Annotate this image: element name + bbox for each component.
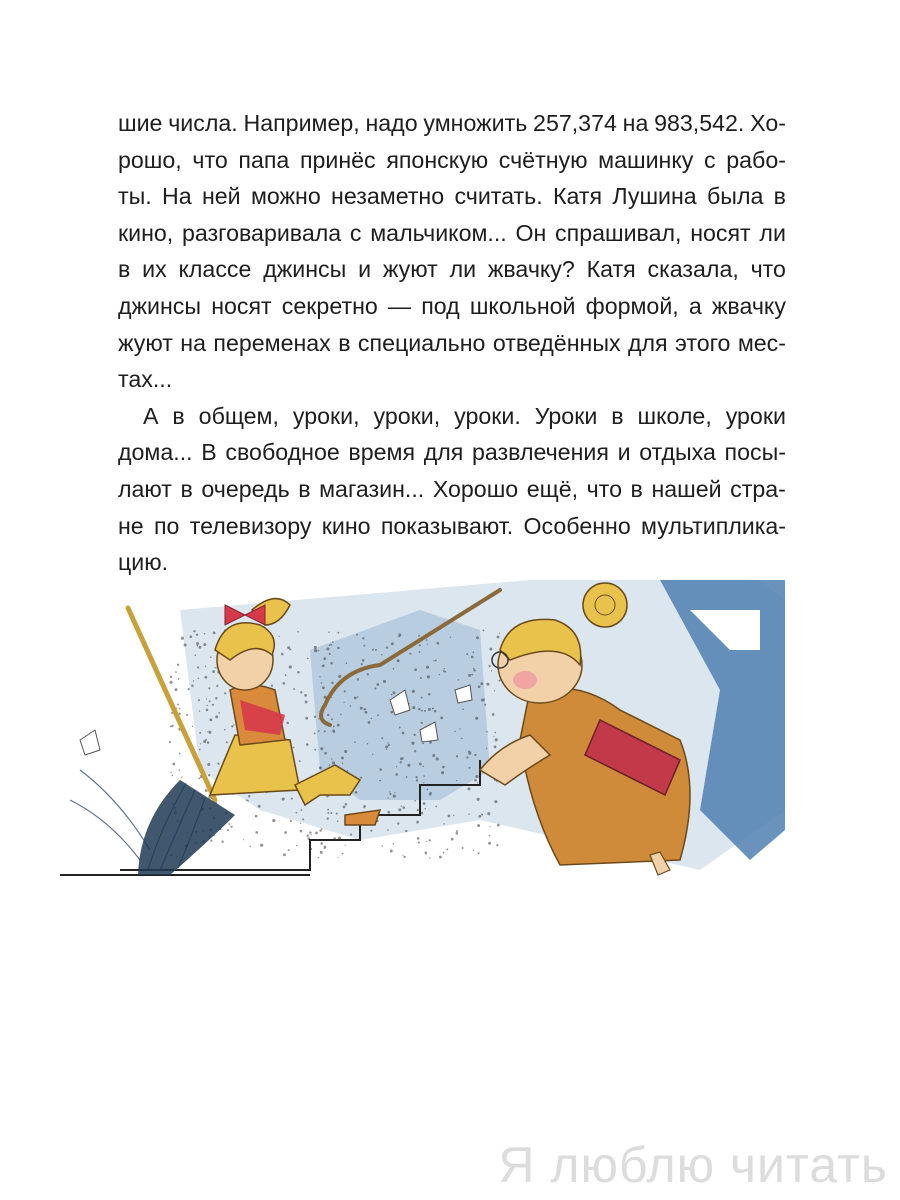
word: в <box>118 256 131 283</box>
word: японскую <box>386 146 489 173</box>
text-line <box>118 508 786 545</box>
word: 257,374 <box>533 110 617 136</box>
word: Катя <box>586 256 636 283</box>
text-line <box>118 325 786 362</box>
text-line <box>118 434 786 471</box>
word: Он <box>515 219 547 246</box>
word: На <box>162 183 192 210</box>
word: что <box>192 146 228 173</box>
text-line <box>118 215 786 252</box>
word: на <box>622 110 649 136</box>
word: их <box>142 256 167 283</box>
word: время <box>348 439 416 466</box>
word: считать. <box>454 183 543 210</box>
word: магазин... <box>319 475 425 502</box>
word: А <box>143 402 159 429</box>
word: телевизору <box>189 512 312 539</box>
word: Уроки <box>534 402 598 429</box>
word: кино <box>321 512 371 539</box>
word: на <box>180 329 206 356</box>
word: В <box>201 439 217 466</box>
word: специально <box>357 329 486 356</box>
text-line <box>118 471 786 508</box>
word: в <box>180 475 193 502</box>
word: числа. <box>168 110 238 136</box>
word: по <box>154 512 180 539</box>
word: умножить <box>423 110 528 136</box>
word: стра- <box>730 475 786 502</box>
text-line <box>118 105 786 142</box>
word: в <box>773 183 786 210</box>
word: а <box>688 292 702 319</box>
text-line <box>118 361 786 398</box>
word: с <box>349 219 362 246</box>
word: была <box>707 183 764 210</box>
word: что <box>750 256 786 283</box>
word: ней <box>201 183 241 210</box>
word: цию. <box>118 549 169 576</box>
word: не <box>118 512 144 539</box>
word: под <box>421 292 460 319</box>
word: посы- <box>724 439 786 466</box>
word: в <box>172 402 185 429</box>
word: жвачку <box>711 292 786 319</box>
word: в <box>338 329 351 356</box>
word: с <box>704 146 716 173</box>
word: счётную <box>498 146 588 173</box>
word: рабо- <box>726 146 786 173</box>
paragraph-1 <box>118 105 786 398</box>
word: развлечения <box>472 439 609 466</box>
word: для <box>627 329 668 356</box>
word: в <box>611 402 624 429</box>
illustration <box>60 570 795 895</box>
word: мультиплика- <box>641 512 786 539</box>
word: жвачку? <box>487 256 575 283</box>
text-line <box>118 142 786 179</box>
word: общем, <box>198 402 279 429</box>
word: жуют <box>382 256 438 283</box>
word: Лушина <box>612 183 697 210</box>
word: принёс <box>299 146 376 173</box>
word: уроки <box>725 402 786 429</box>
word: спрашивал, <box>555 219 682 246</box>
word: сказала, <box>647 256 739 283</box>
word: в <box>630 475 643 502</box>
word: Хо- <box>750 110 786 136</box>
word: ли <box>449 256 477 283</box>
word: 983,542. <box>654 110 745 136</box>
word: мес- <box>737 329 786 356</box>
word: Например, <box>243 110 360 136</box>
word: Хорошо <box>432 475 519 502</box>
word: носят <box>690 219 751 246</box>
word: ты. <box>118 183 152 210</box>
text-line <box>118 251 786 288</box>
word: — <box>387 292 412 319</box>
word: Катя <box>553 183 603 210</box>
text-line <box>118 398 786 435</box>
word: секретно <box>281 292 378 319</box>
paragraph-2 <box>118 398 786 581</box>
word: нашей <box>651 475 722 502</box>
word: отведённых <box>492 329 621 356</box>
word: мальчиком... <box>370 219 507 246</box>
word: этого <box>675 329 731 356</box>
word: жуют <box>118 329 173 356</box>
word: школьной <box>469 292 576 319</box>
word: носят <box>211 292 272 319</box>
word: очередь <box>201 475 290 502</box>
word: уроки, <box>373 402 441 429</box>
body-text <box>118 105 786 581</box>
word: разговаривала <box>181 219 342 246</box>
word: отдыха <box>639 439 716 466</box>
word: папа <box>238 146 290 173</box>
word: шие <box>118 110 163 136</box>
word: уроки. <box>454 402 521 429</box>
word: школе, <box>637 402 712 429</box>
word: в <box>298 475 311 502</box>
word: можно <box>250 183 321 210</box>
watermark: Я люблю читать <box>498 1137 888 1193</box>
word: формой, <box>585 292 679 319</box>
word: ли <box>759 219 786 246</box>
word: что <box>586 475 622 502</box>
word: незаметно <box>331 183 445 210</box>
word: джинсы <box>263 256 347 283</box>
word: джинсы <box>118 292 202 319</box>
word: свободное <box>225 439 340 466</box>
word: для <box>423 439 464 466</box>
word: тах... <box>118 366 173 393</box>
word: и <box>617 439 631 466</box>
word: и <box>358 256 372 283</box>
word: уроки, <box>292 402 360 429</box>
word: переменах <box>213 329 331 356</box>
word: кино, <box>118 219 174 246</box>
word: надо <box>365 110 418 136</box>
word: рошо, <box>118 146 182 173</box>
word: показывают. <box>380 512 514 539</box>
word: ещё, <box>526 475 579 502</box>
text-line <box>118 178 786 215</box>
word: машинку <box>598 146 694 173</box>
text-line <box>118 288 786 325</box>
word: лают <box>118 475 172 502</box>
word: классе <box>178 256 252 283</box>
word: дома... <box>118 439 193 466</box>
word: Особенно <box>523 512 631 539</box>
